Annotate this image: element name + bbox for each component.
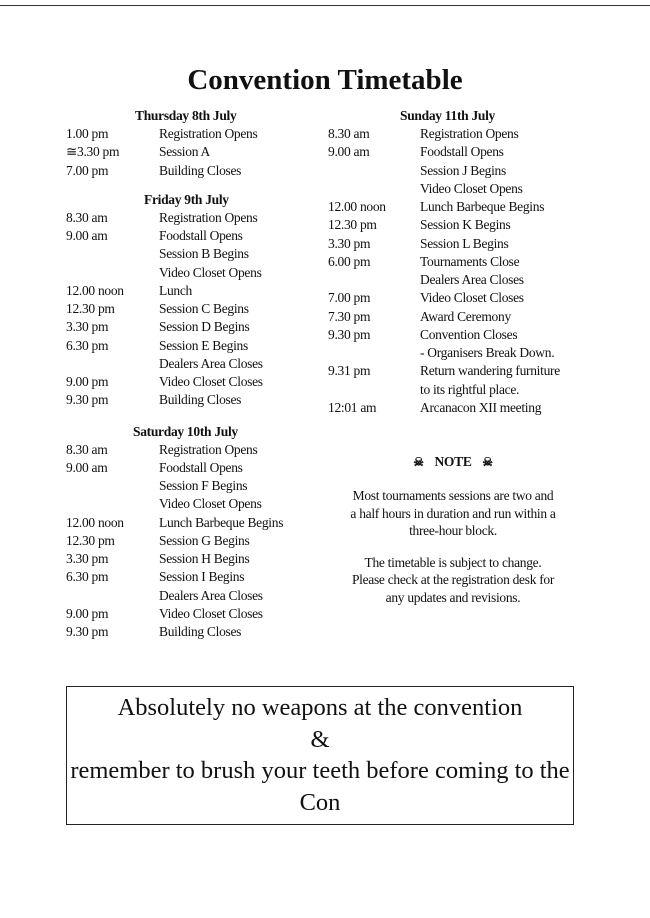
- schedule-event: Session C Begins: [159, 301, 249, 316]
- schedule-event: Session J Begins: [420, 162, 506, 178]
- schedule-row: [66, 209, 336, 227]
- day-section-sunday: [328, 106, 578, 417]
- schedule-row: [66, 623, 336, 641]
- schedule-row: [328, 344, 578, 362]
- schedule-time: 3.30 pm: [328, 235, 371, 251]
- schedule-event: Return wandering furniture: [420, 363, 560, 379]
- day-heading: Saturday 10th July: [133, 423, 238, 439]
- schedule-row: [66, 227, 336, 245]
- day-heading: Thursday 8th July: [135, 108, 237, 123]
- schedule-row: [66, 264, 336, 282]
- warning-box: [66, 686, 574, 825]
- schedule-event: Video Closet Opens: [159, 496, 262, 512]
- schedule-time: 12.30 pm: [66, 532, 115, 548]
- schedule-row: [66, 300, 336, 318]
- schedule-row: [328, 308, 578, 326]
- schedule-time: 7.30 pm: [328, 308, 371, 324]
- schedule-time: 9.00 pm: [66, 374, 109, 389]
- schedule-event: Session F Begins: [159, 478, 248, 493]
- day-section-friday: [66, 190, 336, 410]
- schedule-row: [66, 605, 336, 623]
- schedule-event: Foodstall Opens: [159, 228, 243, 243]
- page-title: Convention Timetable: [187, 64, 463, 96]
- schedule-row: [328, 326, 578, 344]
- note-label: NOTE: [434, 454, 472, 469]
- schedule-event: Award Ceremony: [420, 308, 511, 324]
- schedule-time: 12.30 pm: [66, 301, 115, 316]
- schedule-event: Session D Begins: [159, 319, 250, 335]
- schedule-row: [66, 441, 336, 459]
- schedule-row: [66, 391, 336, 409]
- schedule-rows: [328, 125, 578, 417]
- day-section-thursday: [66, 106, 336, 180]
- schedule-time: 9.30 pm: [328, 326, 371, 342]
- note-paragraph: The timetable is subject to change. Please check at the registration desk for any updates and revisions.: [351, 554, 555, 605]
- schedule-row: [328, 381, 578, 399]
- schedule-event: Lunch Barbeque Begins: [420, 199, 545, 214]
- schedule-time: 6.00 pm: [328, 253, 371, 269]
- schedule-row: [66, 587, 336, 605]
- schedule-event: - Organisers Break Down.: [420, 345, 555, 360]
- schedule-event: Foodstall Opens: [420, 144, 504, 160]
- schedule-row: [66, 245, 336, 263]
- skull-crossbones-icon: ☠: [413, 455, 424, 469]
- schedule-time: 6.30 pm: [66, 337, 109, 353]
- schedule-time: 8.30 am: [66, 209, 108, 225]
- schedule-row: [66, 568, 336, 586]
- schedule-row: [66, 355, 336, 373]
- schedule-time: 12.00 noon: [66, 282, 124, 298]
- note-heading: [350, 452, 556, 472]
- schedule-row: [328, 271, 578, 289]
- schedule-event: Registration Opens: [420, 126, 519, 141]
- schedule-time: 3.30 pm: [66, 551, 109, 566]
- schedule-event: Session A: [159, 144, 210, 160]
- schedule-event: Registration Opens: [159, 441, 258, 457]
- schedule-time: 9.00 am: [328, 144, 370, 160]
- day-section-saturday: [66, 422, 336, 642]
- schedule-event: Dealers Area Closes: [420, 272, 524, 287]
- day-heading: Friday 9th July: [144, 191, 229, 207]
- skull-crossbones-icon: ☠: [482, 455, 493, 469]
- schedule-event: Session K Begins: [420, 217, 511, 233]
- schedule-row: [66, 373, 336, 391]
- schedule-time: 6.30 pm: [66, 569, 109, 585]
- schedule-row: [328, 253, 578, 271]
- schedule-row: [328, 162, 578, 180]
- schedule-event: Video Closet Closes: [420, 290, 524, 306]
- schedule-event: Convention Closes: [420, 326, 518, 342]
- schedule-row: [66, 282, 336, 300]
- schedule-event: Session E Begins: [159, 337, 248, 353]
- schedule-time: 12:01 am: [328, 399, 377, 415]
- schedule-row: [328, 399, 578, 417]
- timetable-left-column: [66, 106, 336, 641]
- schedule-time: 12.00 noon: [66, 514, 124, 530]
- schedule-event: Registration Opens: [159, 126, 258, 141]
- schedule-event: Video Closet Opens: [420, 180, 523, 196]
- schedule-time: 8.30 am: [66, 441, 108, 457]
- schedule-time: 12.00 noon: [328, 199, 386, 214]
- schedule-time: 9.30 pm: [66, 624, 109, 639]
- timetable-right-column: [328, 106, 578, 417]
- schedule-row: [328, 235, 578, 253]
- schedule-row: [66, 162, 336, 180]
- schedule-time: 3.30 pm: [66, 319, 109, 335]
- schedule-time: 9.00 am: [66, 228, 108, 243]
- schedule-row: [328, 198, 578, 216]
- schedule-event: Dealers Area Closes: [159, 355, 263, 371]
- schedule-event: Session B Begins: [159, 246, 249, 262]
- schedule-time: 9.00 pm: [66, 605, 109, 621]
- schedule-event: Arcanacon XII meeting: [420, 399, 542, 415]
- schedule-row: [328, 125, 578, 143]
- schedule-time: 7.00 pm: [66, 162, 109, 178]
- schedule-event: to its rightful place.: [420, 381, 520, 397]
- schedule-row: [66, 143, 336, 161]
- warning-line: remember to brush your teeth before coming to the Con: [70, 757, 570, 816]
- schedule-row: [66, 459, 336, 477]
- schedule-row: [328, 143, 578, 161]
- schedule-event: Building Closes: [159, 162, 242, 178]
- schedule-row: [328, 289, 578, 307]
- note-paragraph: Most tournaments sessions are two and a half hours in duration and run within a three-hour block.: [350, 488, 556, 538]
- schedule-event: Lunch Barbeque Begins: [159, 514, 284, 530]
- schedule-time: 8.30 am: [328, 126, 370, 141]
- schedule-event: Session H Begins: [159, 551, 250, 566]
- schedule-time: 12.30 pm: [328, 217, 377, 233]
- schedule-event: Session G Begins: [159, 532, 250, 548]
- schedule-event: Registration Opens: [159, 209, 258, 225]
- schedule-time: ≅3.30 pm: [66, 144, 120, 160]
- schedule-row: [66, 550, 336, 568]
- schedule-event: Tournaments Close: [420, 253, 520, 269]
- schedule-row: [328, 216, 578, 234]
- schedule-row: [66, 532, 336, 550]
- warning-line: Absolutely no weapons at the convention: [117, 694, 523, 721]
- schedule-event: Building Closes: [159, 392, 242, 408]
- schedule-time: 9.31 pm: [328, 363, 371, 379]
- schedule-time: 9.30 pm: [66, 392, 109, 408]
- schedule-rows: [66, 125, 336, 180]
- schedule-row: [66, 514, 336, 532]
- schedule-row: [66, 495, 336, 513]
- schedule-event: Session I Begins: [159, 569, 245, 585]
- schedule-rows: [66, 209, 336, 410]
- schedule-event: Building Closes: [159, 624, 242, 639]
- warning-ampersand: &: [310, 725, 330, 753]
- schedule-row: [66, 125, 336, 143]
- note-section: [350, 452, 556, 620]
- schedule-time: 7.00 pm: [328, 290, 371, 306]
- schedule-event: Dealers Area Closes: [159, 587, 263, 603]
- schedule-row: [66, 337, 336, 355]
- schedule-row: [328, 362, 578, 380]
- schedule-event: Video Closet Closes: [159, 374, 263, 389]
- schedule-time: 9.00 am: [66, 459, 108, 475]
- day-heading: Sunday 11th July: [400, 108, 495, 123]
- schedule-event: Video Closet Opens: [159, 264, 262, 280]
- schedule-event: Lunch: [159, 282, 192, 298]
- schedule-time: 1.00 pm: [66, 126, 109, 141]
- schedule-event: Session L Begins: [420, 235, 509, 251]
- schedule-row: [328, 180, 578, 198]
- schedule-event: Video Closet Closes: [159, 605, 263, 621]
- schedule-row: [66, 318, 336, 336]
- schedule-row: [66, 477, 336, 495]
- top-border-line: [0, 5, 650, 6]
- schedule-event: Foodstall Opens: [159, 459, 243, 475]
- schedule-rows: [66, 441, 336, 642]
